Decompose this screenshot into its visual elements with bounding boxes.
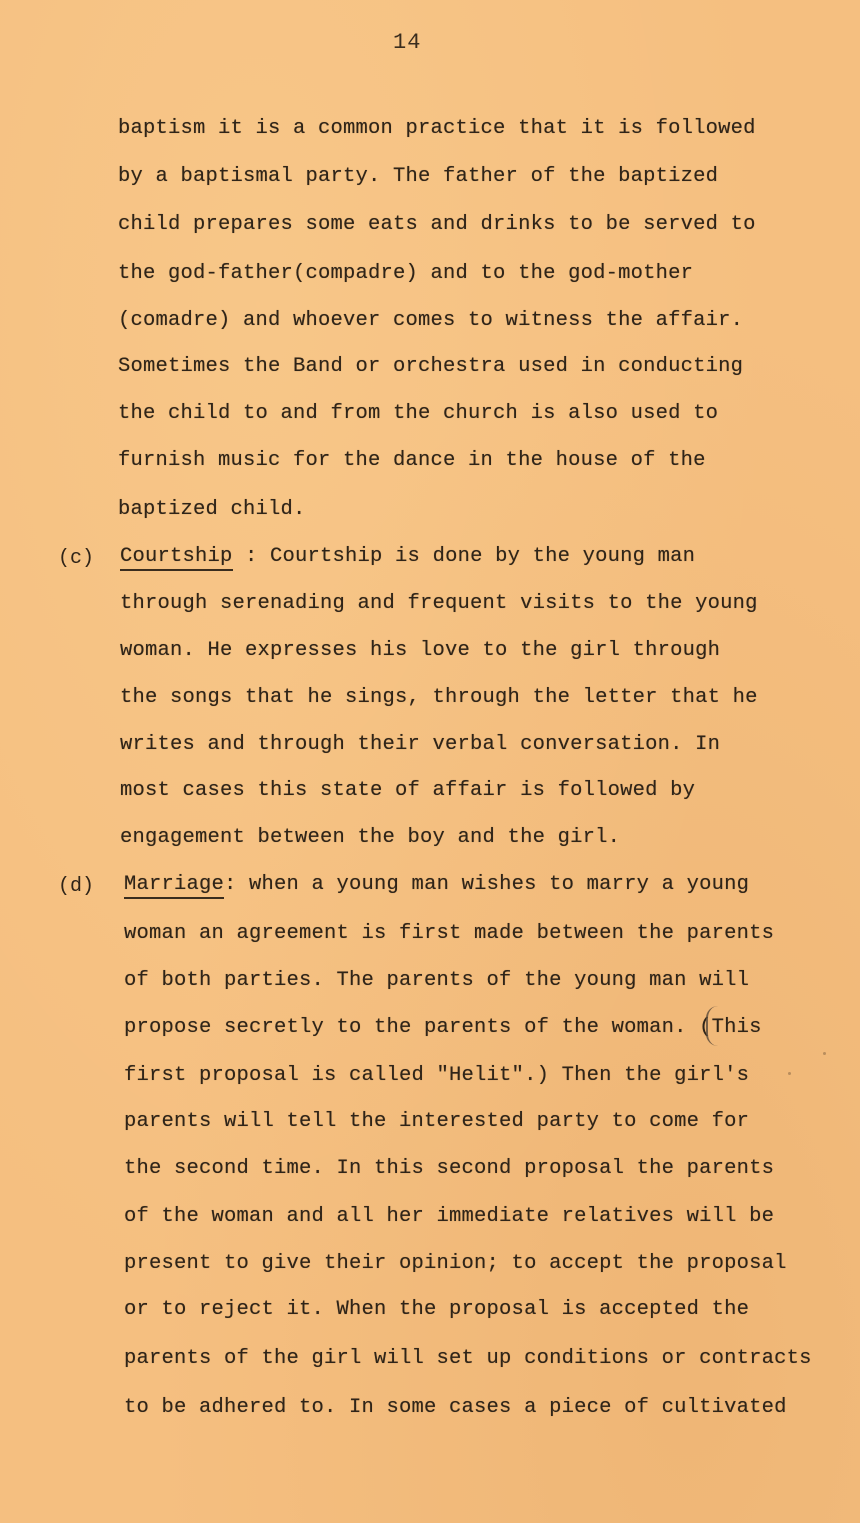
text-line: baptism it is a common practice that it is followed [118, 117, 756, 140]
section-marker-d: (d) [58, 875, 95, 898]
text-line: woman. He expresses his love to the girl through [120, 639, 721, 662]
section-marker-c: (c) [58, 547, 95, 570]
text-line: (comadre) and whoever comes to witness the affair. [118, 309, 744, 332]
text-line: the songs that he sings, through the letter that he [120, 686, 758, 709]
text-line: propose secretly to the parents of the woman. (This [124, 1016, 762, 1039]
text-line: parents of the girl will set up conditions or contracts [124, 1347, 812, 1370]
courtship-line-rest: : Courtship is done by the young man [232, 545, 696, 568]
text-line: child prepares some eats and drinks to be served to [118, 213, 756, 236]
text-line: most cases this state of affair is followed by [120, 779, 696, 802]
text-line: first proposal is called "Helit".) Then the girl's [124, 1064, 750, 1087]
paper-stain [823, 1052, 826, 1055]
heading-marriage: Marriage [124, 873, 224, 899]
text-line: or to reject it. When the proposal is accepted the [124, 1298, 750, 1321]
text-line [124, 873, 749, 896]
paper-stain [788, 1072, 791, 1075]
text-line: the god-father(compadre) and to the god-mother [118, 262, 694, 285]
text-line: through serenading and frequent visits to the young [120, 592, 758, 615]
text-line: Sometimes the Band or orchestra used in conducting [118, 355, 744, 378]
page-number: 14 [393, 30, 422, 55]
text-line: by a baptismal party. The father of the baptized [118, 165, 719, 188]
text-line: present to give their opinion; to accept the proposal [124, 1252, 787, 1275]
text-line: engagement between the boy and the girl. [120, 826, 621, 849]
text-line: furnish music for the dance in the house of the [118, 449, 706, 472]
text-line [120, 545, 695, 568]
text-line: baptized child. [118, 498, 306, 521]
text-line: the second time. In this second proposal the parents [124, 1157, 775, 1180]
text-line: parents will tell the interested party to come for [124, 1110, 750, 1133]
text-line: woman an agreement is first made between the parents [124, 922, 775, 945]
text-line: of both parties. The parents of the young man will [124, 969, 750, 992]
handwritten-mark [706, 1006, 718, 1046]
text-line: of the woman and all her immediate relatives will be [124, 1205, 775, 1228]
text-line: writes and through their verbal conversation. In [120, 733, 721, 756]
text-line: the child to and from the church is also used to [118, 402, 719, 425]
heading-courtship: Courtship [120, 545, 233, 571]
text-line: to be adhered to. In some cases a piece of cultivated [124, 1396, 787, 1419]
marriage-line-rest: : when a young man wishes to marry a young [224, 873, 750, 896]
